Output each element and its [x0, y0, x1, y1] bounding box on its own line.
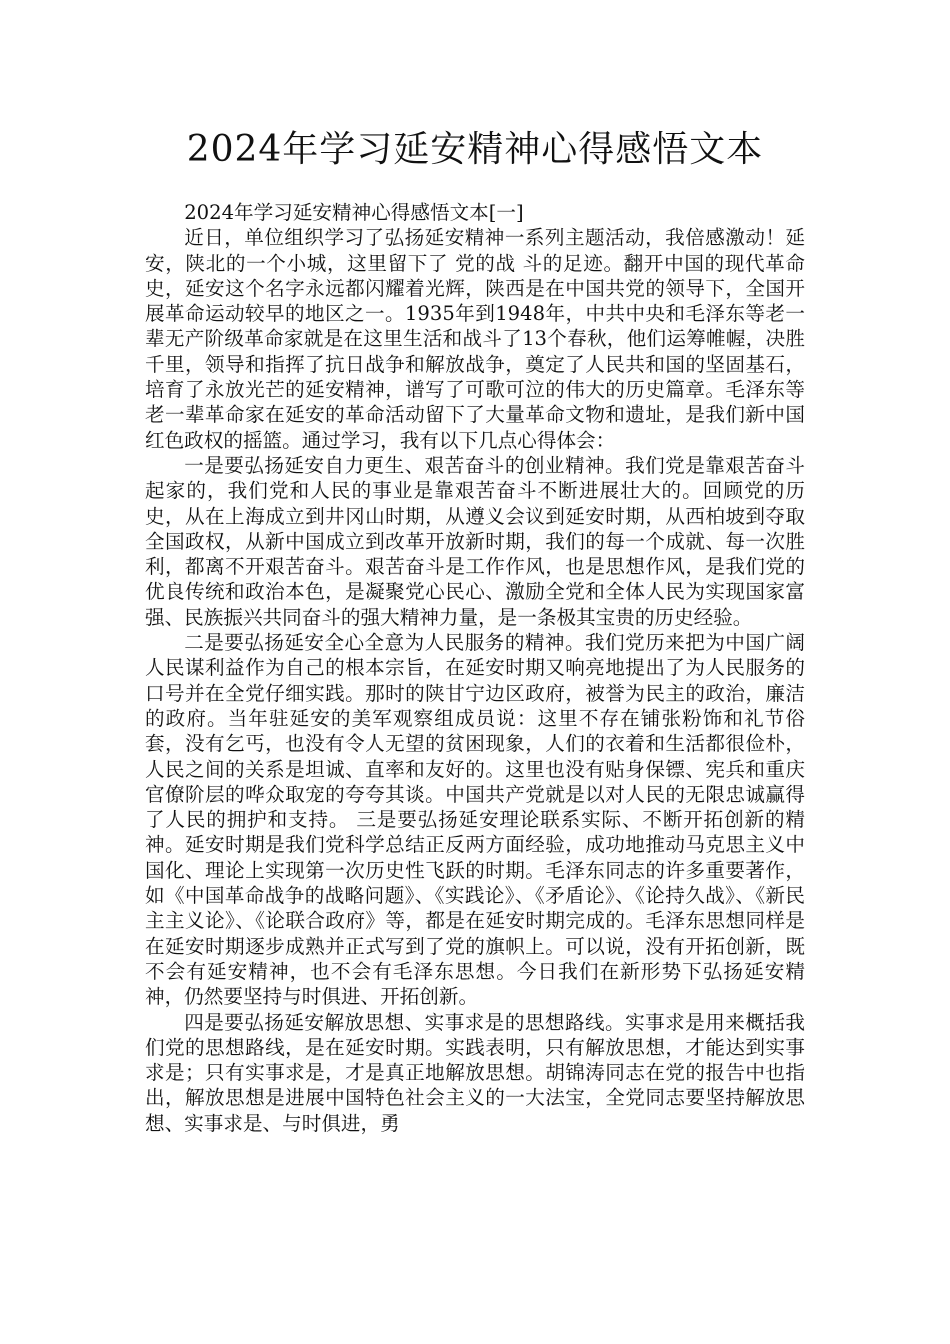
paragraph-1: 近日，单位组织学习了弘扬延安精神一系列主题活动，我倍感激动！延安，陕北的一个小城，这里留下了 党的战 斗的足迹。翻开中国的现代革命史，延安这个名字永远都闪耀着光辉，陕西是在中国共党的领导下，全国开展革命运动较早的地区之一。1935年到1948年，中共中央和毛泽东等老一辈无产阶级革命家就是在这里生活和战斗了13个春秋，他们运筹帷幄，决胜千里，领导和指挥了抗日战争和解放战争，奠定了人民共和国的坚固基石，培育了永放光芒的延安精神，谱写了可歌可泣的伟大的历史篇章。毛泽东等老一辈革命家在延安的革命活动留下了大量革命文物和遗址，是我们新中国红色政权的摇篮。通过学习，我有以下几点心得体会：: [145, 226, 805, 452]
document-title: 2024年学习延安精神心得感悟文本: [186, 129, 764, 170]
paragraph-2: 一是要弘扬延安自力更生、艰苦奋斗的创业精神。我们党是靠艰苦奋斗起家的，我们党和人民的事业是靠艰苦奋斗不断进展壮大的。回顾党的历史，从在上海成立到井冈山时期，从遵义会议到延安时期，从西柏坡到夺取全国政权，从新中国成立到改革开放新时期，我们的每一个成就、每一次胜利，都离不开艰苦奋斗。艰苦奋斗是工作作风，也是思想作风，是我们党的优良传统和政治本色，是凝聚党心民心、激励全党和全体人民为实现国家富强、民族振兴共同奋斗的强大精神力量，是一条极其宝贵的历史经验。: [145, 453, 805, 629]
document-subtitle: 2024年学习延安精神心得感悟文本[一]: [184, 201, 524, 224]
paragraph-3: 二是要弘扬延安全心全意为人民服务的精神。我们党历来把为中国广阔人民谋利益作为自己的根本宗旨，在延安时期又响亮地提出了为人民服务的口号并在全党仔细实践。那时的陕甘宁边区政府，被誉为民主的政治，廉洁的政府。当年驻延安的美军观察组成员说：这里不存在铺张粉饰和礼节俗套，没有乞丐，也没有令人无望的贫困现象，人们的衣着和生活都很俭朴，人民之间的关系是坦诚、直率和友好的。这里也没有贴身保镖、宪兵和重庆官僚阶层的哗众取宠的夸夸其谈。中国共产党就是以对人民的无限忠诚赢得了人民的拥护和支持。 三是要弘扬延安理论联系实际、不断开拓创新的精神。延安时期是我们党科学总结正反两方面经验，成功地推动马克思主义中国化、理论上实现第一次历史性飞跃的时期。毛泽东同志的许多重要著作，如《中国革命战争的战略问题》、《实践论》、《矛盾论》、《论持久战》、《新民主主义论》、《论联合政府》等，都是在延安时期完成的。毛泽东思想同样是在延安时期逐步成熟并正式写到了党的旗帜上。可以说，没有开拓创新，既不会有延安精神，也不会有毛泽东思想。今日我们在新形势下弘扬延安精神，仍然要坚持与时俱进、开拓创新。: [145, 631, 805, 1009]
paragraph-4: 四是要弘扬延安解放思想、实事求是的思想路线。实事求是用来概括我们党的思想路线，是在延安时期。实践表明，只有解放思想，才能达到实事求是；只有实事求是，才是真正地解放思想。胡锦涛同志在党的报告中也指出，解放思想是进展中国特色社会主义的一大法宝，全党同志要坚持解放思想、实事求是、与时俱进，勇: [145, 1010, 805, 1135]
document-body: [145, 200, 805, 1136]
